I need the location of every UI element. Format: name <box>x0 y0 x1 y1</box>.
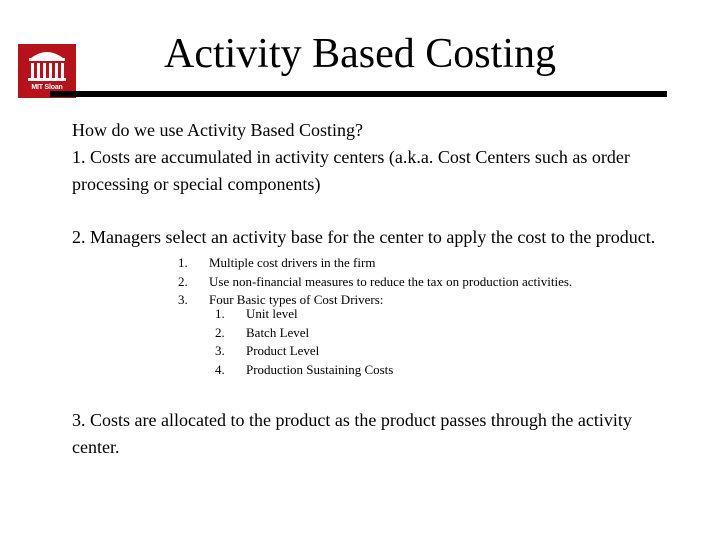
point-1-line-2: processing or special components) <box>72 174 321 194</box>
title-underline-rule <box>50 91 667 97</box>
driver-type-number: 4. <box>215 361 225 377</box>
sub-list-number: 3. <box>178 292 188 307</box>
driver-type-number: 1. <box>215 306 225 321</box>
point-3-line-2: center. <box>72 437 120 457</box>
driver-type-text: Product Level <box>246 343 320 358</box>
logo-text: MIT Sloan <box>31 84 63 91</box>
slide-title: Activity Based Costing <box>164 31 556 77</box>
point-1-line-1: 1. Costs are accumulated in activity centers (a.k.a. Cost Centers such as order <box>72 147 630 167</box>
driver-type-number: 3. <box>215 343 225 358</box>
driver-type-number: 2. <box>215 324 225 340</box>
driver-type-text: Batch Level <box>246 324 310 340</box>
driver-type-text: Production Sustaining Costs <box>246 361 394 377</box>
sub-list-number: 1. <box>178 255 188 270</box>
sub-list-text: Use non-financial measures to reduce the tax on production activities. <box>209 273 573 289</box>
intro-question: How do we use Activity Based Costing? <box>72 120 363 140</box>
sub-list-number: 2. <box>178 273 188 289</box>
point-3-line-1: 3. Costs are allocated to the product as the product passes through the activity <box>72 410 632 430</box>
sub-list-text: Four Basic types of Cost Drivers: <box>209 292 384 307</box>
driver-type-text: Unit level <box>246 306 298 321</box>
point-2: 2. Managers select an activity base for the center to apply the cost to the product. <box>72 227 656 247</box>
sub-list-text: Multiple cost drivers in the firm <box>209 255 376 270</box>
